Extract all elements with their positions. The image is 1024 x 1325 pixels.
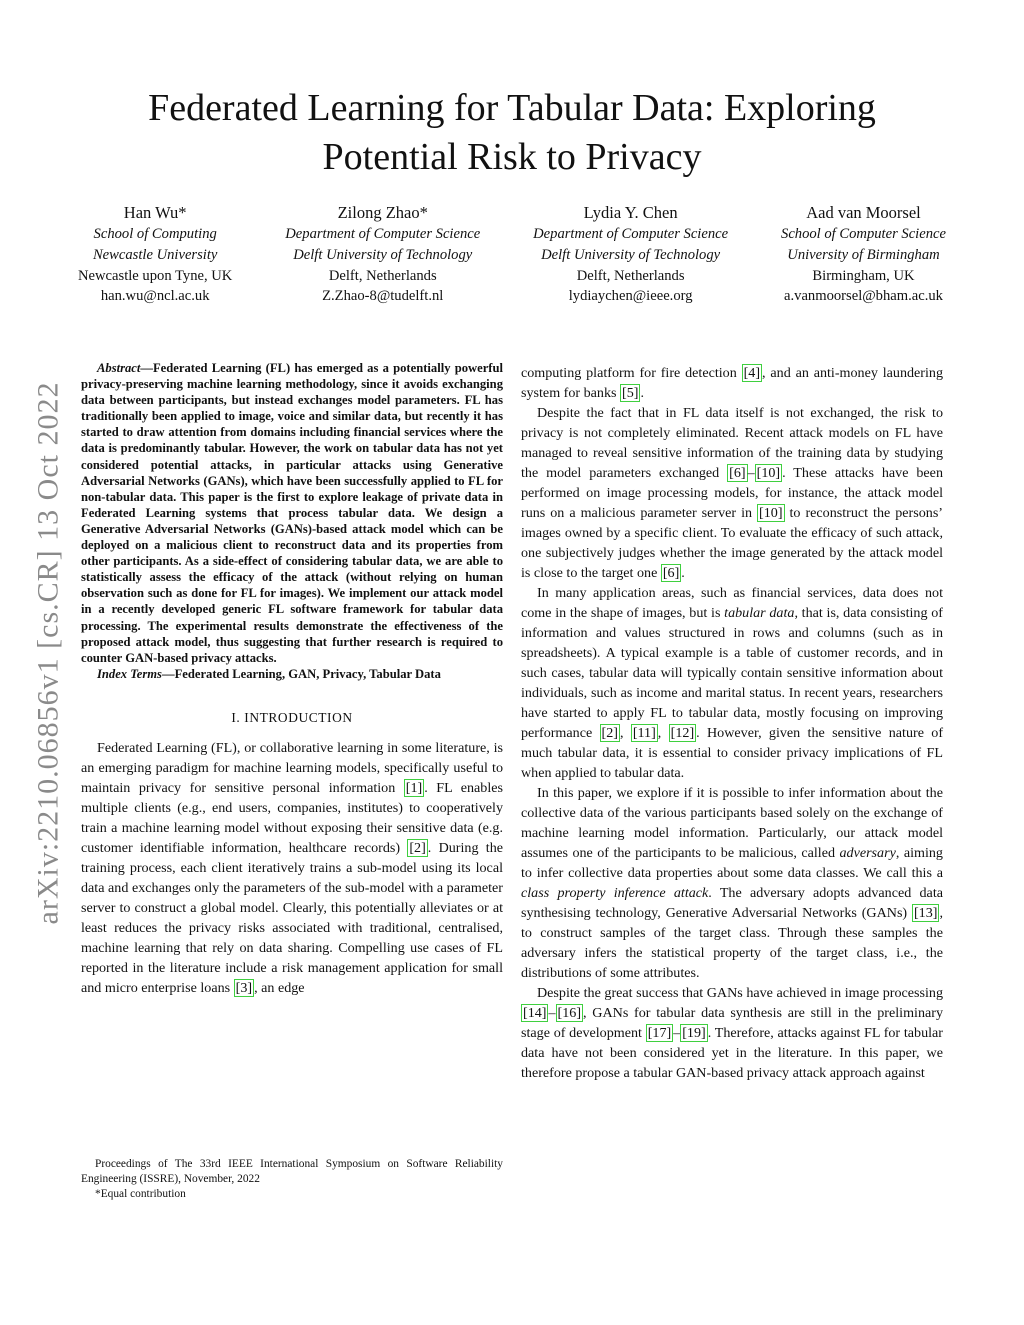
text-run: In many application areas, such as financial services, data does not come in the shape of images, but is <box>521 585 943 621</box>
index-terms <box>81 666 503 682</box>
abstract-label: Abstract <box>97 361 141 375</box>
citation-link[interactable]: [2] <box>409 839 426 856</box>
citation-link[interactable]: [3] <box>235 979 253 996</box>
intro-paragraph-1-continued <box>521 363 943 403</box>
text-run: Federated Learning (FL), or collaborative learning in some literature, is an emerging paradigm for machine learning models, specifically useful to maintain privacy for sensitive personal information <box>81 739 503 796</box>
author-card <box>285 201 480 307</box>
text-run: . <box>681 565 685 581</box>
text-run: , an edge <box>254 979 305 996</box>
text-run: computing platform for fire detection <box>521 365 742 381</box>
author-card <box>78 201 232 307</box>
text-run: . These attacks have been performed on image processing models, for instance, the attack model runs on a malicious parameter server in <box>521 465 943 521</box>
citation-link[interactable]: [1] <box>405 779 423 796</box>
emphasis-term: tabular data <box>724 605 795 621</box>
author-organization: University of Birmingham <box>787 246 940 263</box>
section-heading-introduction: I. INTRODUCTION <box>231 709 353 725</box>
author-department: Department of Computer Science <box>533 226 729 242</box>
author-organization: Newcastle University <box>92 246 218 263</box>
author-email[interactable]: han.wu@ncl.ac.uk <box>100 288 210 305</box>
intro-paragraph-3 <box>521 583 943 783</box>
text-run: – <box>548 1005 556 1021</box>
arxiv-identifier-text: arXiv:2210.06856v1 [cs.CR] 13 Oct 2022 <box>31 381 65 925</box>
left-column <box>81 360 503 998</box>
intro-paragraph-5 <box>521 983 943 1083</box>
author-card <box>781 201 946 307</box>
author-organization: Delft University of Technology <box>293 246 473 263</box>
text-run: Despite the fact that in FL data itself is not exchanged, the risk to privacy is not completely eliminated. Recent attack models on FL have managed to reveal sensitive information of the training data by studying the model parameters exchanged <box>521 405 943 481</box>
author-name: Zilong Zhao* <box>337 203 428 222</box>
emphasis-term: adversary <box>839 845 896 861</box>
text-run: . During the training process, each client iteratively trains a sub-model using its local data and exchanges only the parameters of the sub-model with a parameter server to construct a global model. Clearly, this potentially alleviates or at least reduces the privacy risks associated with traditional, centralised, machine learning that rely on data sharing. Compelling use cases of FL reported in the literature include a risk management application for small and micro enterprise loans <box>81 839 503 996</box>
text-run: . Therefore, attacks against FL for tabular data have not been considered yet in the literature. In this paper, we therefore propose a tabular GAN-based privacy attack approach against <box>521 1025 943 1081</box>
text-run: . However, given the sensitive nature of much tabular data, it is essential to consider privacy implications of FL when applied to tabular data. <box>521 725 944 781</box>
citation-link[interactable]: [2] <box>601 725 618 741</box>
index-terms-text: —Federated Learning, GAN, Privacy, Tabular Data <box>161 666 441 681</box>
citation-link[interactable]: [6] <box>662 565 680 581</box>
index-terms-label: Index Terms <box>97 666 162 681</box>
author-location: Delft, Netherlands <box>328 267 437 284</box>
text-run: , <box>619 725 631 741</box>
author-location: Delft, Netherlands <box>576 267 685 284</box>
author-block <box>78 201 946 307</box>
text-run: , <box>657 725 669 741</box>
footnote-equal-contribution: *Equal contribution <box>95 1188 186 1200</box>
text-run: , aiming to infer collective data properties about some data classes. We call this a <box>521 845 943 881</box>
author-location: Birmingham, UK <box>812 267 915 284</box>
arxiv-identifier <box>26 353 70 953</box>
text-run: . The adversary adopts advanced data synthesising technology, Generative Adversarial Networks (GANs) <box>521 885 943 921</box>
author-name: Lydia Y. Chen <box>583 203 678 222</box>
citation-link[interactable]: [14] <box>523 1005 547 1021</box>
author-organization: Delft University of Technology <box>541 246 721 263</box>
footnote-proceedings: Proceedings of The 33rd IEEE International Symposium on Software Reliability Engineering (ISSRE), November, 2022 <box>81 1158 503 1185</box>
citation-link[interactable]: [6] <box>729 465 746 481</box>
citation-link[interactable]: [13] <box>913 905 938 921</box>
intro-paragraph-1 <box>81 738 503 998</box>
citation-link[interactable]: [16] <box>557 1005 582 1021</box>
author-department: School of Computer Science <box>781 226 946 242</box>
author-email[interactable]: lydiaychen@ieee.org <box>568 288 693 305</box>
abstract <box>81 360 503 666</box>
text-run: , and an anti-money laundering system for banks <box>521 365 943 401</box>
abstract-text: —Federated Learning (FL) has emerged as a potentially powerful privacy-preserving machine learning methodology, since it avoids exchanging data between participants, but instead exchanges model parameters. FL has traditionally been applied to image, voice and similar data, but recently it has started to draw attention from domains including financial services where the data is predominantly tabular. However, the work on tabular data has not yet considered potential attacks, in particular attacks using Generative Adversarial Networks (GANs), which have been successfully applied to FL for non-tabular data. This paper is the first to explore leakage of private data in Federated Learning systems that process tabular data. We design a Generative Adversarial Networks (GANs)-based attack model which can be deployed on a malicious client to reconstruct data and its properties from other participants. As a side-effect of considering tabular data, we are able to statistically assess the efficacy of the attack (without relying on human observation such as done for FL for images). We implement our attack model in a recently developed generic FL software framework for tabular data processing. The experimental results demonstrate the effectiveness of the proposed attack model, thus suggesting that further research is required to counter GAN-based privacy attacks. <box>81 361 503 665</box>
author-email[interactable]: a.vanmoorsel@bham.ac.uk <box>784 288 943 305</box>
paper-title: Federated Learning for Tabular Data: Exploring Potential Risk to Privacy <box>148 87 876 178</box>
author-name: Aad van Moorsel <box>806 203 921 222</box>
author-card <box>533 201 728 307</box>
emphasis-term: class property inference attack <box>521 885 709 901</box>
author-name: Han Wu* <box>123 203 187 222</box>
citation-link[interactable]: [4] <box>743 365 761 381</box>
text-run: , to construct samples of the target class. Through these samples the adversary infers the statistical property of the target class, i.e., the distributions of some attributes. <box>521 905 943 981</box>
text-run: , GANs for tabular data synthesis are still in the preliminary stage of development <box>521 1005 943 1041</box>
intro-paragraph-4 <box>521 783 943 983</box>
citation-link[interactable]: [10] <box>759 505 783 521</box>
author-department: School of Computing <box>93 226 217 242</box>
intro-paragraph-2 <box>521 403 943 583</box>
text-run: – <box>673 1025 681 1041</box>
text-run: . FL enables multiple clients (e.g., end users, companies, institutes) to cooperatively train a machine learning model without exposing their sensitive data (e.g. customer identifiable information, healthcare records) <box>81 779 503 856</box>
footnotes <box>81 1157 503 1202</box>
citation-link[interactable]: [19] <box>682 1025 706 1041</box>
right-column <box>521 363 943 1083</box>
citation-link[interactable]: [17] <box>647 1025 672 1041</box>
text-run: – <box>747 465 755 481</box>
author-location: Newcastle upon Tyne, UK <box>78 267 233 284</box>
text-run: . <box>640 385 645 401</box>
text-run: , that is, data consisting of information and values structured in rows and columns (such as in spreadsheets). A typical example is a table of customer records, and in such cases, tabular data will typically contain sensitive information about individuals, such as income and marital status. In recent years, researchers have started to apply FL to tabular data, mostly focusing on improving performance <box>521 605 943 741</box>
citation-link[interactable]: [11] <box>632 725 656 741</box>
citation-link[interactable]: [5] <box>622 385 639 401</box>
text-run: In this paper, we explore if it is possible to infer information about the collective data of the various participants based solely on the exchange of machine learning model information. Particularly, our attack model assumes one of the participants to be malicious, called <box>521 785 943 861</box>
author-email[interactable]: Z.Zhao-8@tudelft.nl <box>322 288 444 305</box>
text-run: Despite the great success that GANs have achieved in image processing <box>537 985 943 1001</box>
citation-link[interactable]: [10] <box>756 465 781 481</box>
author-department: Department of Computer Science <box>285 226 481 242</box>
text-run: to reconstruct the persons’ images owned by a specific client. To evaluate the efficacy of such attack, one subjectively judges whether the image generated by the attack model is close to the target one <box>521 505 943 581</box>
citation-link[interactable]: [12] <box>670 725 695 741</box>
